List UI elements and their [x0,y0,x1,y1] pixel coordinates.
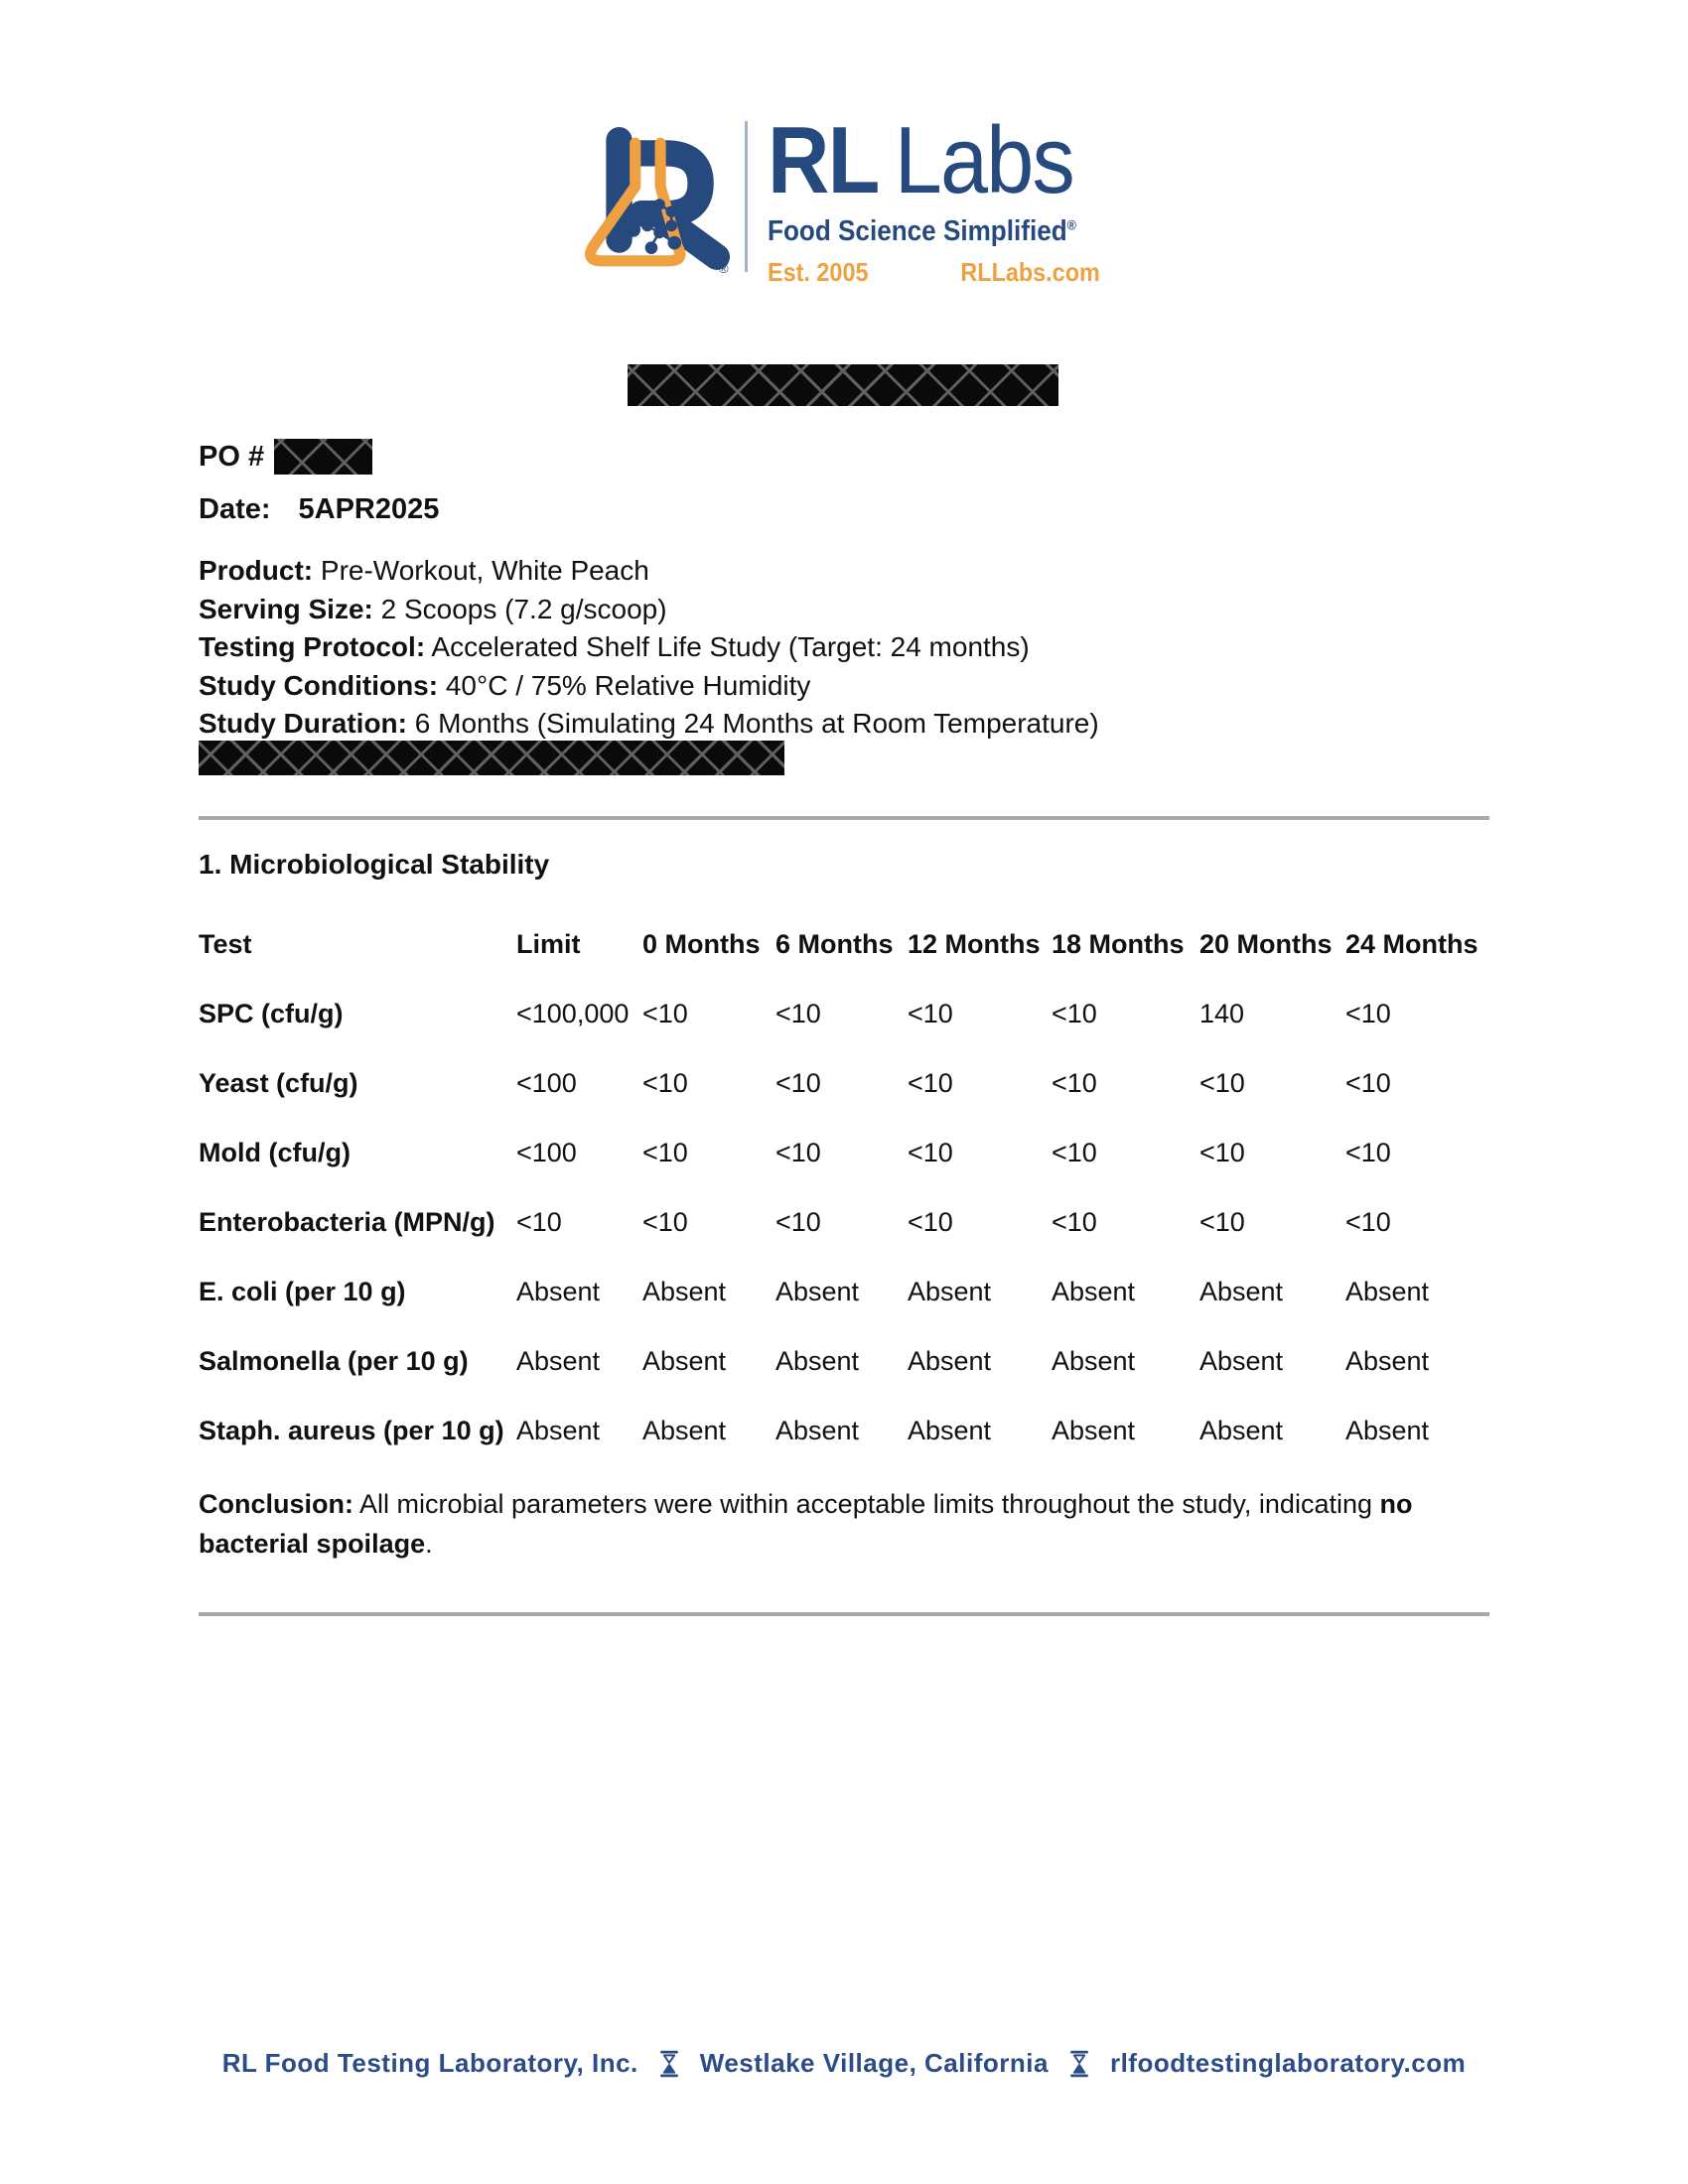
cell-value: <10 [908,1138,953,1167]
footer-company: RL Food Testing Laboratory, Inc. [221,2048,638,2078]
cell-value: Absent [642,1346,727,1376]
section-divider-top [199,816,1489,820]
brand-labs: Labs [894,107,1073,213]
cell-value: Absent [1199,1416,1284,1445]
cell-value: <10 [1199,1138,1245,1167]
cell-value: Absent [1052,1416,1136,1445]
col-header-0-months: 0 Months [642,929,761,959]
cell-value: <10 [1052,999,1097,1028]
po-number-redaction [274,439,372,475]
cell-value: Absent [1345,1346,1430,1376]
footer-website: rlfoodtestinglaboratory.com [1109,2048,1467,2078]
cell-value: <100 [516,1068,577,1098]
logo-divider [745,121,748,272]
col-header-20-months: 20 Months [1199,929,1333,959]
cell-value: <10 [1345,1138,1391,1167]
conclusion [199,1484,1413,1564]
cell-value: <10 [908,1068,953,1098]
product-info [199,552,1099,744]
cell-value: <100,000 [516,999,630,1028]
cell-value: <10 [775,1138,821,1167]
row-label-mold: Mold (cfu/g) [199,1138,351,1167]
cell-value: <10 [1199,1068,1245,1098]
cell-value: Absent [1199,1277,1284,1306]
info-line-product [199,552,1099,591]
brand-meta-row [768,257,1100,288]
cell-value: Absent [908,1416,992,1445]
cell-value: <10 [1052,1138,1097,1167]
row-label-staph-aureus: Staph. aureus (per 10 g) [199,1416,504,1445]
cell-value: <10 [1052,1068,1097,1098]
cell-value: <10 [642,1068,688,1098]
registered-mark: ® [1066,216,1076,233]
brand-name [768,107,1100,213]
hourglass-icon [1068,2050,1090,2078]
date-value: 5APR2025 [298,493,440,525]
cell-value: <10 [775,1207,821,1237]
cell-value: <10 [642,1207,688,1237]
date-row [199,493,439,526]
info-label: Product: [199,555,314,586]
info-value: Pre-Workout, White Peach [313,555,649,586]
info-value: 6 Months (Simulating 24 Months at Room Temperature) [407,708,1099,739]
info-line-study-conditions [199,667,1099,706]
cell-value: Absent [516,1346,601,1376]
cell-value: <10 [775,1068,821,1098]
cell-value: <10 [908,999,953,1028]
info-value: 2 Scoops (7.2 g/scoop) [372,593,667,624]
col-header-6-months: 6 Months [775,929,894,959]
info-line-testing-protocol [199,628,1099,667]
info-line-study-duration [199,705,1099,744]
col-header-12-months: 12 Months [908,929,1041,959]
cell-value: Absent [1345,1416,1430,1445]
cell-value: Absent [775,1346,860,1376]
col-header-limit: Limit [516,929,581,959]
cell-value: Absent [908,1277,992,1306]
redaction-bar-title [628,364,1058,406]
conclusion-line-1: Conclusion: All microbial parameters were within acceptable limits throughout the study, indicating no [199,1489,1413,1519]
cell-value: 140 [1199,999,1245,1028]
info-label: Study Conditions: [199,669,439,701]
cell-value: <10 [1345,1068,1391,1098]
cell-value: Absent [516,1416,601,1445]
po-number-row [199,435,372,478]
footer-location: Westlake Village, California [699,2048,1049,2078]
page-footer [0,2048,1688,2079]
brand-wordmark [768,107,1100,288]
cell-value: <10 [1345,999,1391,1028]
info-label: Serving Size: [199,593,373,624]
col-header-test: Test [199,929,252,959]
row-label-yeast: Yeast (cfu/g) [199,1068,358,1098]
cell-value: <10 [516,1207,562,1237]
cell-value: Absent [1052,1277,1136,1306]
established-year: Est. 2005 [768,257,869,287]
redaction-bar-info [199,741,784,775]
cell-value: Absent [642,1416,727,1445]
conclusion-label: Conclusion: [199,1489,353,1519]
cell-value: <100 [516,1138,577,1167]
row-label-salmonella: Salmonella (per 10 g) [199,1346,469,1376]
row-label-enterobacteria: Enterobacteria (MPN/g) [199,1207,495,1237]
info-value: Accelerated Shelf Life Study (Target: 24 months) [425,631,1030,662]
brand-rl: RL [768,107,879,213]
cell-value: Absent [642,1277,727,1306]
cell-value: Absent [516,1277,601,1306]
section-heading: 1. Microbiological Stability [199,849,550,880]
cell-value: <10 [775,999,821,1028]
brand-tagline: Food Science Simplified® [768,215,1076,247]
cell-value: <10 [642,999,688,1028]
info-label: Testing Protocol: [199,631,426,662]
cell-value: Absent [775,1416,860,1445]
cell-value: <10 [642,1138,688,1167]
hourglass-icon [658,2050,680,2078]
cell-value: <10 [1199,1207,1245,1237]
cell-value: <10 [1052,1207,1097,1237]
stability-table [199,927,1599,1483]
row-label-e-coli: E. coli (per 10 g) [199,1277,406,1306]
date-label: Date: [199,493,271,525]
flask-logo-icon [574,125,735,276]
col-header-18-months: 18 Months [1052,929,1185,959]
cell-value: Absent [775,1277,860,1306]
info-line-serving-size [199,591,1099,629]
section-divider-bottom [199,1612,1489,1616]
cell-value: Absent [1052,1346,1136,1376]
cell-value: Absent [1199,1346,1284,1376]
conclusion-line-2: bacterial spoilage. [199,1529,433,1559]
info-label: Study Duration: [199,708,407,739]
col-header-24-months: 24 Months [1345,929,1478,959]
info-value: 40°C / 75% Relative Humidity [438,669,811,701]
cell-value: <10 [908,1207,953,1237]
po-label: PO # [199,440,265,473]
cell-value: Absent [1345,1277,1430,1306]
brand-website: RLLabs.com [960,257,1100,287]
cell-value: Absent [908,1346,992,1376]
row-label-spc: SPC (cfu/g) [199,999,344,1028]
svg-text:®: ® [718,260,729,276]
cell-value: <10 [1345,1207,1391,1237]
